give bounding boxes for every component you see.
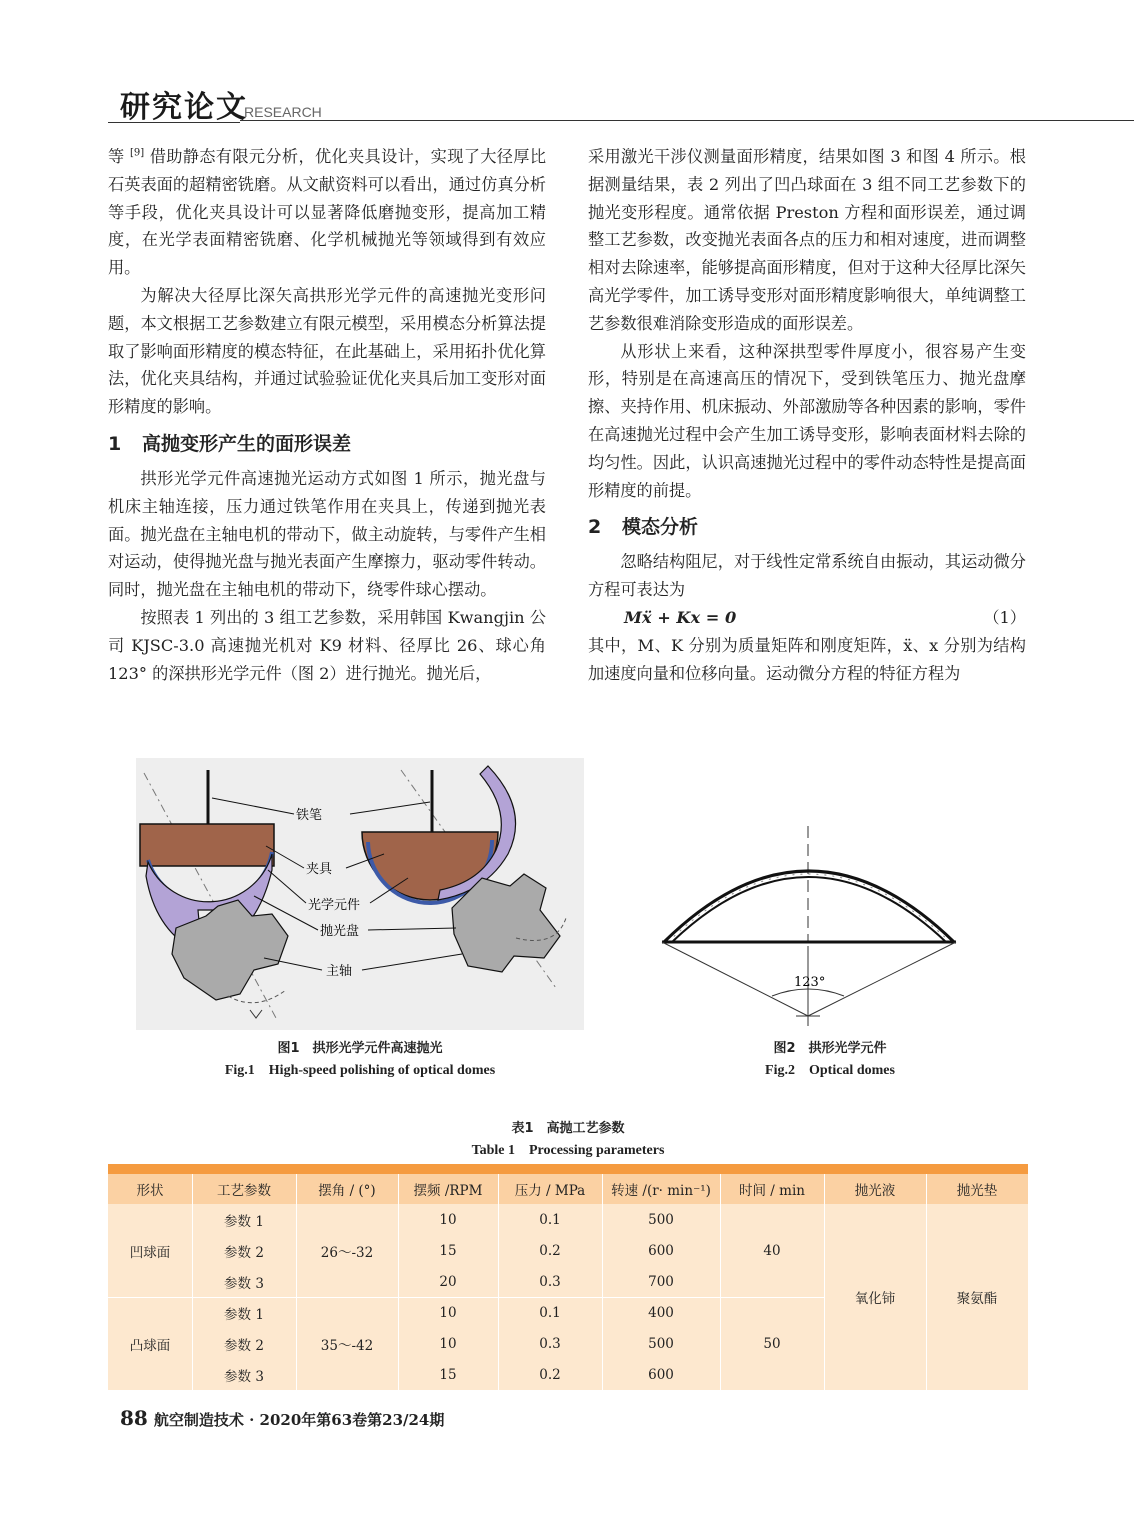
figure-1-caption: 图1 拱形光学元件高速抛光 Fig.1 High-speed polishing of optical domes [224, 1041, 496, 1078]
cell-angle-concave: 26～-32 [320, 1244, 374, 1261]
header-slurry: 抛光液 [854, 1183, 896, 1199]
page-footer [120, 1406, 444, 1430]
header-shape: 形状 [136, 1183, 164, 1199]
table-grid [296, 1174, 297, 1390]
paragraph: 从形状上来看，这种深拱型零件厚度小，很容易产生变形，特别是在高速高压的情况下，受到铁笔压力、抛光盘摩擦、夹持作用、机床振动、外部激励等各种因素的影响，零件在高速抛光过程中会产生加工诱导变形，影响表面材料去除的均匀性。因此，认识高速抛光过程中的零件动态特性是提高面形精度的前提。 [588, 341, 1026, 500]
figure-2-caption: 图2 拱形光学元件 Fig.2 Optical domes [765, 1041, 895, 1078]
section-title: 研究论文 [120, 90, 248, 125]
section-heading-2: 2 模态分析 [588, 516, 699, 539]
paragraph: 采用激光干涉仪测量面形精度，结果如图 3 和图 4 所示。根据测量结果，表 2 列出了凹凸球面在 3 组不同工艺参数下的抛光变形程度。通常依据 Preston 方程和面形误差，通过调整工艺参数，改变抛光表面各点的压力和相对速度，进而调整相对去除速率，能够提高面形精度，但对于这种大径厚比深矢高光学零件，加工诱导变形对面形精度影响很大，单纯调整工艺参数很难消除变形造成的面形误差。 [588, 147, 1026, 333]
paragraph: 拱形光学元件高速抛光运动方式如图 1 所示，抛光盘与机床主轴连接，压力通过铁笔作用在夹具上，传递到抛光表面。抛光盘在主轴电机的带动下，做主动旋转，与零件产生相对运动，使得抛光盘与抛光表面产生摩擦力，驱动零件转动。同时，抛光盘在主轴电机的带动下，绕零件球心摆动。 [108, 468, 546, 600]
label-fixture: 夹具 [306, 862, 333, 877]
journal-info: 航空制造技术 · 2020年第63卷第23/24期 [153, 1411, 445, 1429]
header-rule-left [108, 122, 240, 123]
table-1-processing-parameters [108, 1164, 1028, 1390]
table-cell: 0.1 [539, 1211, 561, 1228]
table-cell: 500 [648, 1211, 674, 1228]
right-column [588, 143, 1026, 687]
section-subtitle: RESEARCH [244, 104, 322, 120]
table-cell: 参数 2 [224, 1337, 264, 1354]
table-cell: 400 [648, 1304, 674, 1321]
header-time: 时间 / min [739, 1183, 805, 1199]
header-pad: 抛光垫 [956, 1183, 998, 1199]
table-cell: 600 [648, 1242, 674, 1259]
cell-shape-concave: 凹球面 [129, 1244, 171, 1261]
table-grid [602, 1174, 603, 1390]
header-swing-angle: 摆角 / (°) [318, 1183, 376, 1199]
header-swing-freq: 摆频 /RPM [413, 1183, 483, 1199]
table-cell: 600 [648, 1366, 674, 1383]
table-cell: 0.2 [539, 1242, 561, 1259]
table-grid [398, 1174, 399, 1390]
table-cell: 10 [439, 1211, 457, 1228]
label-spindle: 主轴 [326, 964, 353, 979]
table-cell: 15 [439, 1366, 457, 1383]
table-cell: 参数 3 [224, 1368, 264, 1385]
label-optical-element: 光学元件 [308, 898, 361, 913]
table-cell: 参数 1 [224, 1306, 264, 1323]
cell-slurry: 氧化铈 [854, 1291, 896, 1307]
table-cell: 0.2 [539, 1366, 561, 1383]
table-top-bar [108, 1164, 1028, 1174]
label-iron-pen: 铁笔 [296, 808, 323, 823]
figure-1-polishing-diagram [136, 758, 584, 1030]
cell-shape-convex: 凸球面 [129, 1337, 171, 1354]
table-cell: 700 [648, 1273, 674, 1290]
header-speed: 转速 /(r· min⁻¹) [611, 1183, 711, 1199]
table-grid [926, 1174, 927, 1390]
cell-time-concave: 40 [763, 1242, 781, 1259]
section-heading-1: 1 高抛变形产生的面形误差 [108, 432, 352, 455]
table-cell: 10 [439, 1335, 457, 1352]
table-1-caption: 表1 高抛工艺参数 Table 1 Processing parameters [471, 1121, 665, 1158]
table-cell: 0.1 [539, 1304, 561, 1321]
left-column [108, 143, 546, 687]
paragraph: 等 [9] 借助静态有限元分析，优化夹具设计，实现了大径厚比石英表面的超精密铣磨。从文献资料可以看出，通过仿真分析等手段，优化夹具设计可以显著降低磨抛变形，提高加工精度，在光学表面精密铣磨、化学机械抛光等领域得到有效应用。 [108, 147, 547, 278]
table-cell: 0.3 [539, 1273, 561, 1290]
label-polishing-pad: 抛光盘 [320, 924, 360, 939]
equation-1: Mẍ + Kx = 0 （1） [588, 604, 1026, 632]
figure-2-dome-diagram [656, 822, 960, 1028]
paragraph: 为解决大径厚比深矢高拱形光学元件的高速抛光变形问题，本文根据工艺参数建立有限元模型，采用模态分析算法提取了影响面形精度的模态特征，在此基础上，采用拓扑优化算法，优化夹具结构，并通过试验验证优化夹具后加工变形对面形精度的影响。 [108, 285, 546, 417]
table-cell: 10 [439, 1304, 457, 1321]
cell-pad: 聚氨酯 [956, 1291, 998, 1307]
table-cell: 参数 2 [224, 1244, 264, 1261]
table-cell: 500 [648, 1335, 674, 1352]
paragraph: 其中，M、K 分别为质量矩阵和刚度矩阵，ẍ、x 分别为结构加速度向量和位移向量。运动微分方程的特征方程为 [588, 635, 1026, 683]
paragraph: 忽略结构阻尼，对于线性定常系统自由振动，其运动微分方程可表达为 [588, 552, 1026, 600]
page-number: 88 [120, 1406, 148, 1430]
cell-angle-convex: 35～-42 [320, 1337, 374, 1354]
table-cell: 15 [439, 1242, 457, 1259]
table-grid [720, 1174, 721, 1390]
table-grid [108, 1297, 824, 1298]
table-grid [824, 1174, 825, 1390]
table-cell: 20 [439, 1273, 457, 1290]
paragraph: 按照表 1 列出的 3 组工艺参数，采用韩国 Kwangjin 公司 KJSC-3.0 高速抛光机对 K9 材料、径厚比 26、球心角 123° 的深拱形光学元件（图 2）进行抛光。抛光后， [108, 607, 546, 683]
table-cell: 0.3 [539, 1335, 561, 1352]
table-grid [192, 1174, 193, 1390]
table-cell: 参数 3 [224, 1275, 264, 1292]
header-rule [240, 120, 1134, 121]
citation-ref: [9] [130, 147, 145, 159]
table-grid [498, 1174, 499, 1390]
table-cell: 参数 1 [224, 1213, 264, 1230]
header-pressure: 压力 / MPa [514, 1183, 586, 1199]
cell-time-convex: 50 [763, 1335, 781, 1352]
label-center-angle: 123° [794, 975, 826, 990]
header-param: 工艺参数 [217, 1183, 271, 1199]
equation-number: （1） [983, 607, 1026, 627]
